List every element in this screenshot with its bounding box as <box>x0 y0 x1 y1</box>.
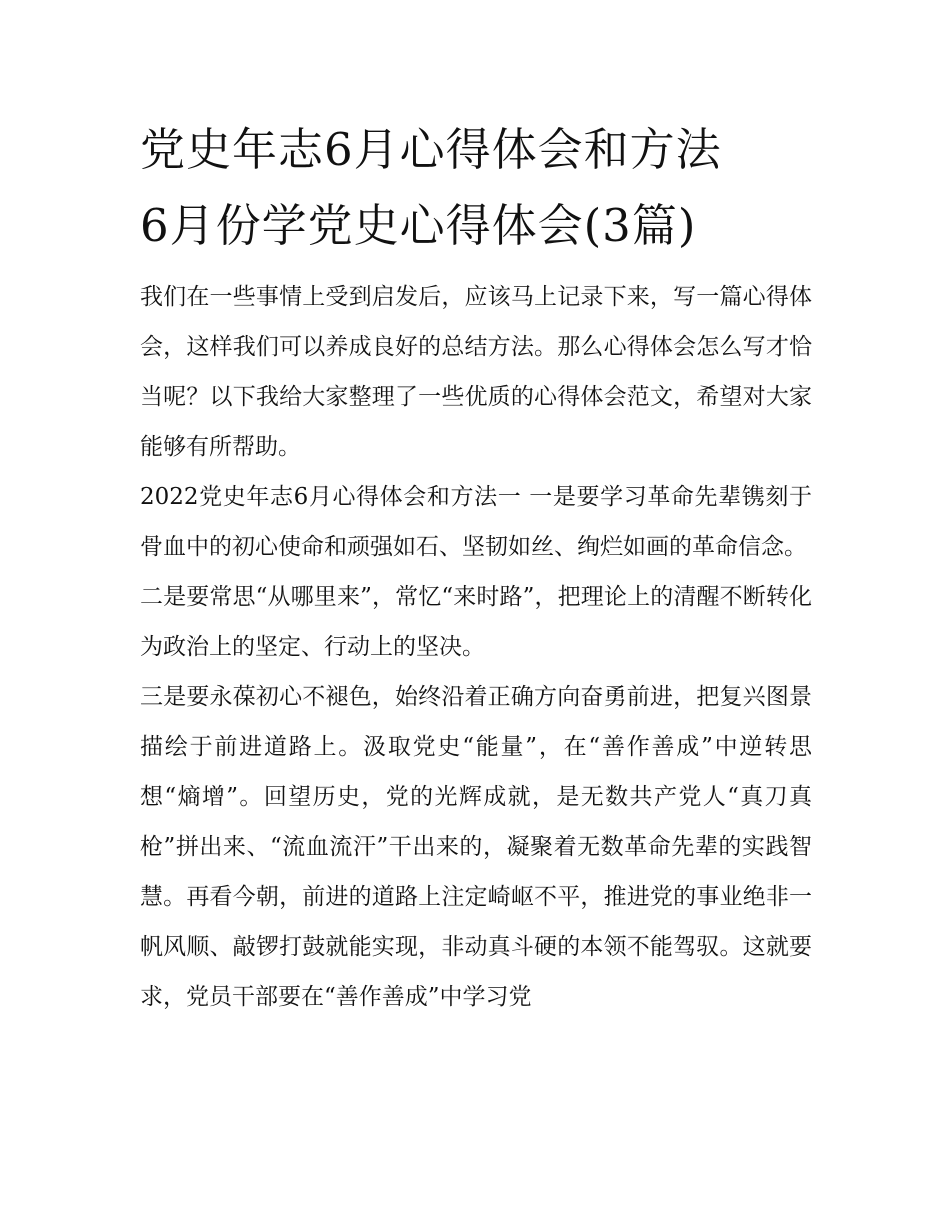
document-title <box>140 112 812 264</box>
paragraph-point-one: 2022党史年志6月心得体会和方法一 一是要学习革命先辈镌刻于骨血中的初心使命和顽强如石、坚韧如丝、绚烂如画的革命信念。 <box>140 484 812 560</box>
paragraph-intro: 我们在一些事情上受到启发后，应该马上记录下来，写一篇心得体会，这样我们可以养成良好的总结方法。那么心得体会怎么写才恰当呢？以下我给大家整理了一些优质的心得体会范文，希望对大家能够有所帮助。 <box>140 284 812 460</box>
paragraph-point-three: 三是要永葆初心不褪色，始终沿着正确方向奋勇前进，把复兴图景描绘于前进道路上。汲取党史“能量”，在“善作善成”中逆转思想“熵增”。回望历史，党的光辉成就，是无数共产党人“真刀真枪”拼出来、“流血流汗”干出来的，凝聚着无数革命先辈的实践智慧。再看今朝，前进的道路上注定崎岖不平，推进党的事业绝非一帆风顺、敲锣打鼓就能实现，非动真斗硬的本领不能驾驭。这就要求，党员干部要在“善作善成”中学习党 <box>140 684 812 1010</box>
document-page <box>140 112 812 1022</box>
title-line-2: 6月份学党史心得体会(3篇) <box>140 199 697 252</box>
paragraph-point-two: 二是要常思“从哪里来”，常忆“来时路”，把理论上的清醒不断转化为政治上的坚定、行动上的坚决。 <box>140 584 812 660</box>
document-body <box>140 272 812 1022</box>
title-line-1: 党史年志6月心得体会和方法 <box>140 123 722 176</box>
